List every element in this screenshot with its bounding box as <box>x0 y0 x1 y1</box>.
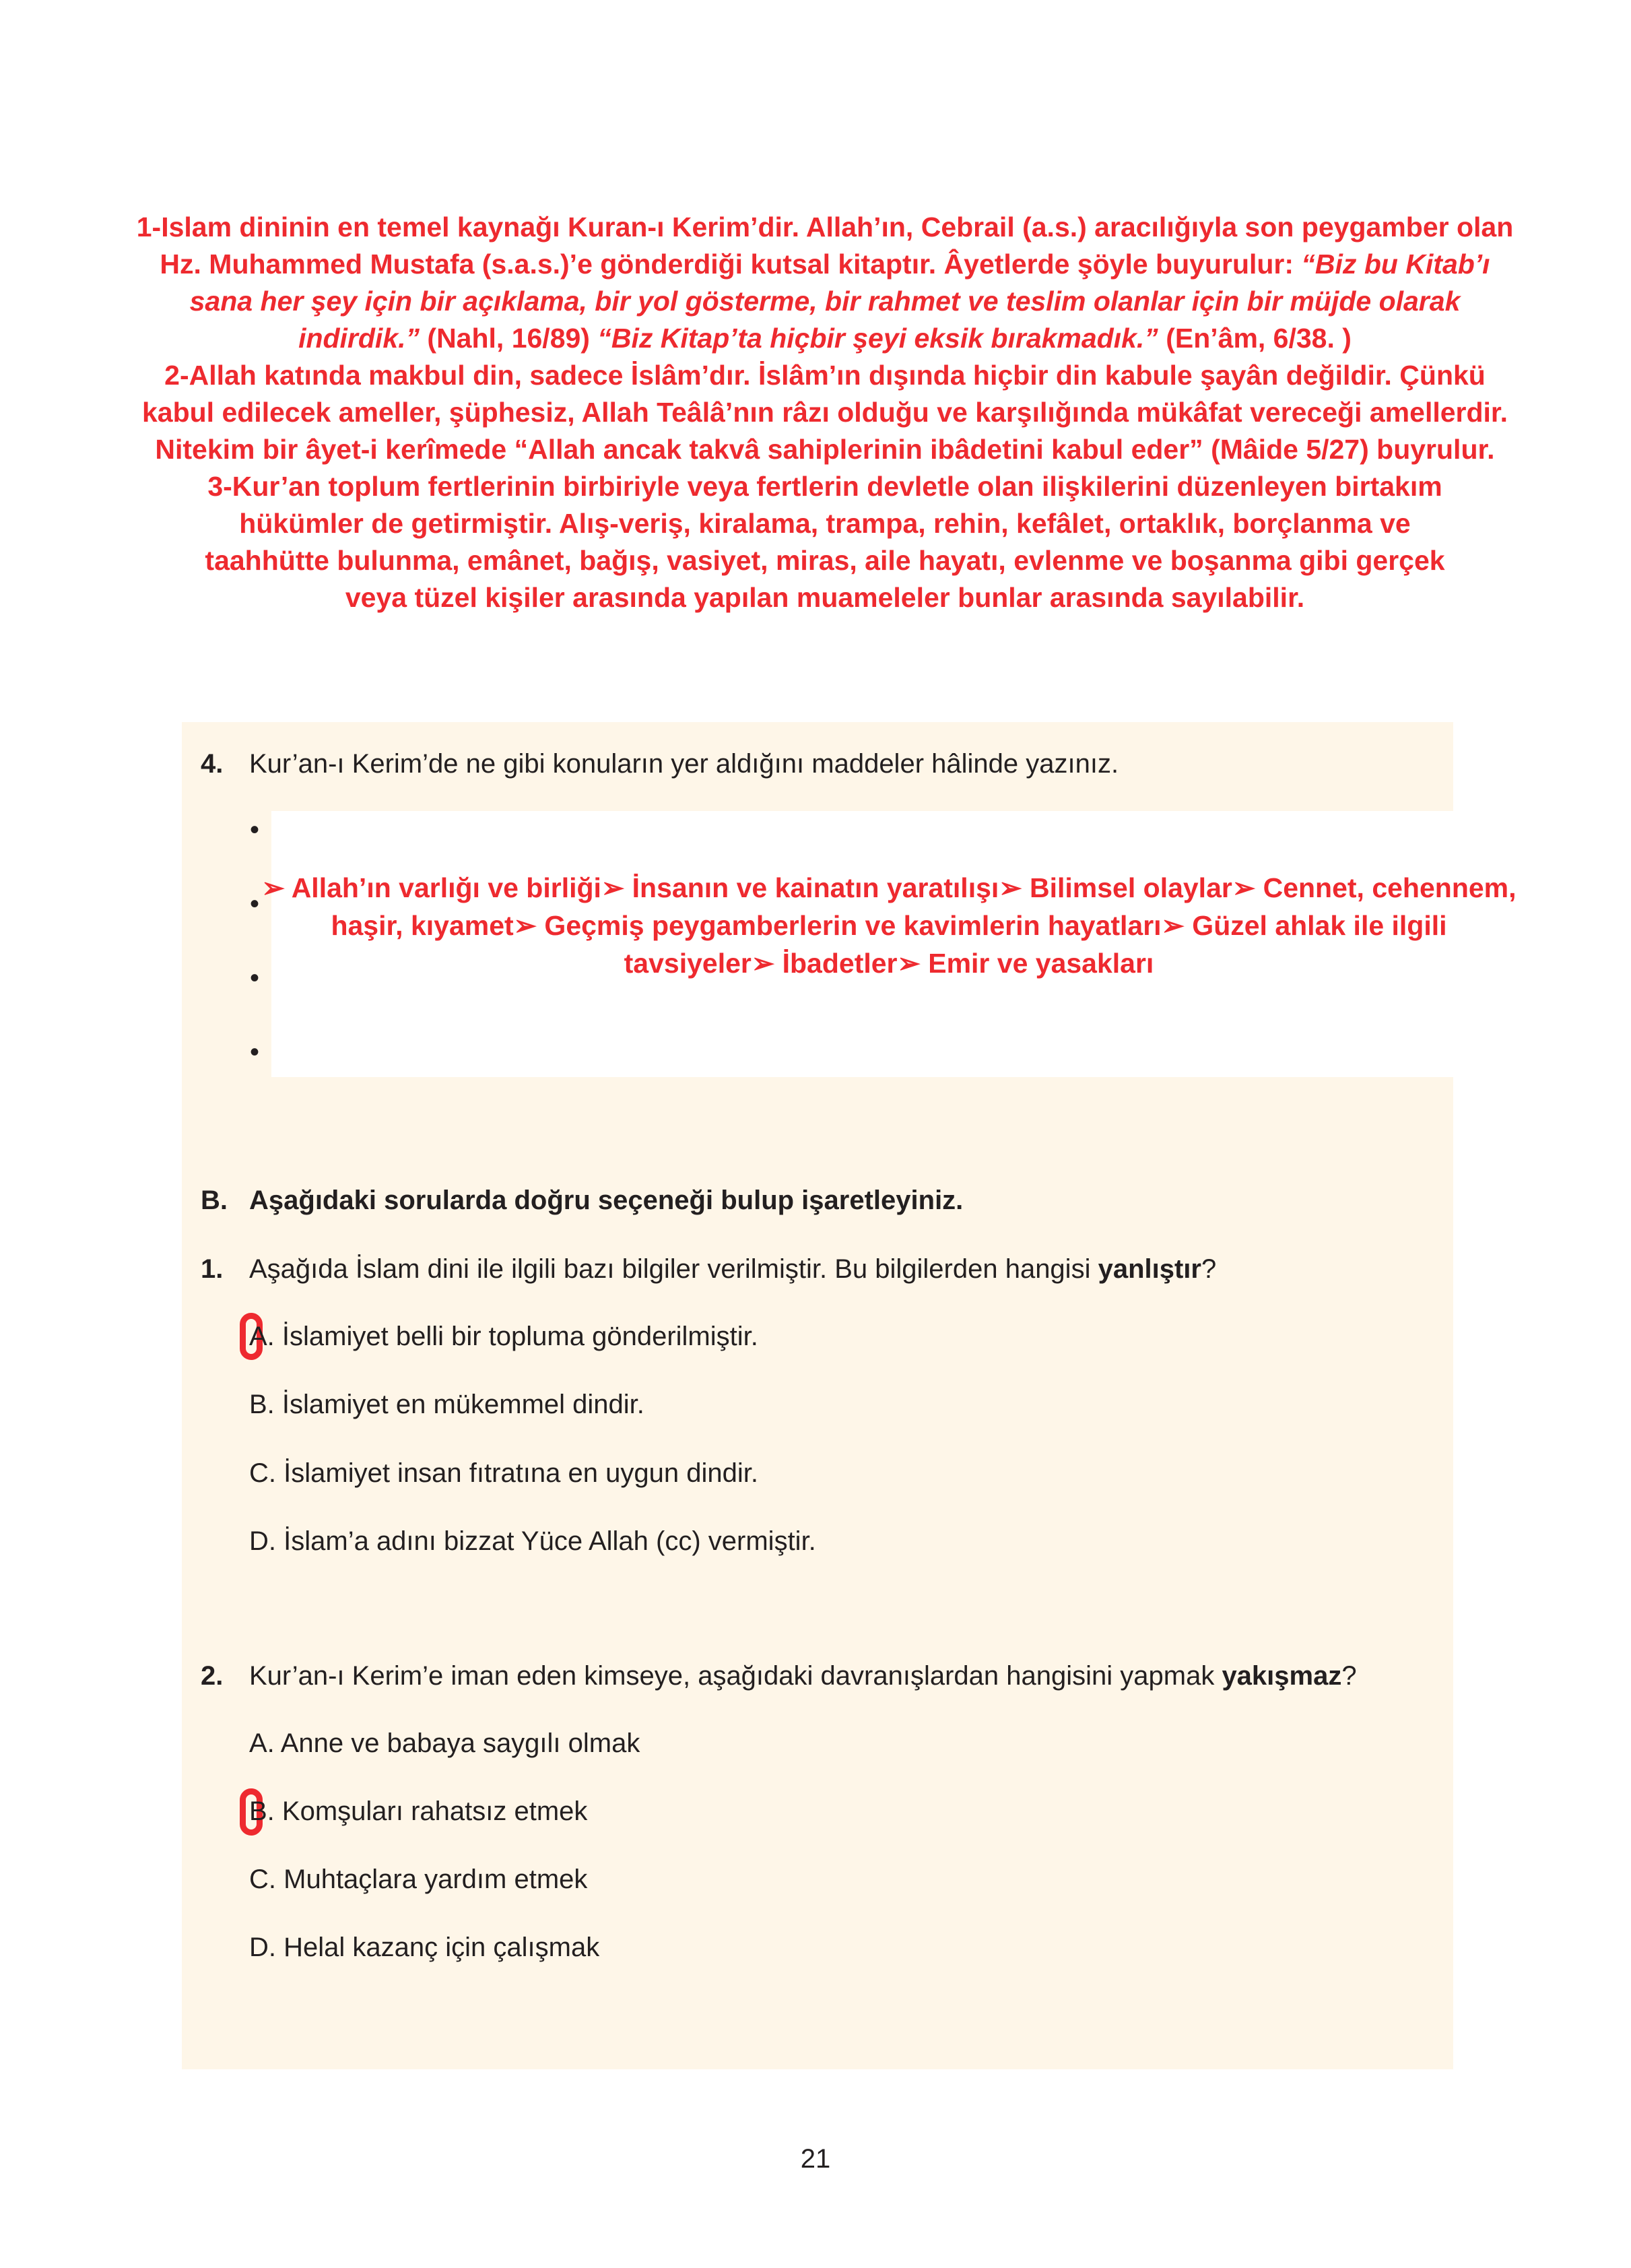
option-letter: B. <box>249 1390 275 1419</box>
answer-1-quote-a: “Biz bu Kitab’ı sana her şey için bir açıklama, bir yol gösterme, bir rahmet ve teslim olanlar için bir müjde olarak indirdik.” <box>189 249 1490 354</box>
answer-2: 2-Allah katında makbul din, sadece İslâm’dır. İslâm’ın dışında hiçbir din kabule şayân değildir. Çünkü kabul edilecek ameller, şüphesiz, Allah Teâlâ’nın râzı olduğu ve karşılığında mükâfat vereceği amellerdir. Nitekim bir âyet-i kerîmede “Allah ancak takvâ sahiplerinin ibâdetini kabul eder” (Mâide 5/27) buyrulur. <box>141 360 1508 465</box>
question-mark: ? <box>1341 1661 1357 1691</box>
option-letter: C. <box>249 1865 276 1894</box>
option-a[interactable] <box>249 1728 640 1759</box>
mc-question-1 <box>201 1254 1216 1285</box>
question-number: 1. <box>201 1254 224 1284</box>
option-letter: B. <box>249 1796 275 1826</box>
answer-1 <box>135 209 1515 357</box>
question-mark: ? <box>1201 1254 1217 1284</box>
mc-question-2 <box>201 1661 1357 1691</box>
bullet-icon: • <box>250 889 260 919</box>
option-text: Helal kazanç için çalışmak <box>284 1933 600 1962</box>
question-emphasis: yanlıştır <box>1098 1254 1201 1284</box>
option-b[interactable] <box>249 1390 644 1420</box>
handwritten-answers-block <box>135 209 1515 616</box>
option-c[interactable] <box>249 1458 758 1489</box>
option-text: İslamiyet belli bir topluma gönderilmiştir. <box>281 1322 758 1351</box>
answer-1-ref-b: (En’âm, 6/38. ) <box>1158 323 1352 354</box>
option-letter: A. <box>249 1728 275 1758</box>
option-text: İslam’a adını bizzat Yüce Allah (cc) vermiştir. <box>284 1526 816 1556</box>
option-text: İslamiyet en mükemmel dindir. <box>281 1390 644 1419</box>
bullet-icon: • <box>250 963 260 993</box>
answer-1-quote-b: “Biz Kitap’ta hiçbir şeyi eksik bırakmadık.” <box>597 323 1158 354</box>
question-4-answer: ➢ Allah’ın varlığı ve birliği➢ İnsanın ve kainatın yaratılışı➢ Bilimsel olaylar➢ Cennet, cehennem, haşir, kıyamet➢ Geçmiş peygamberlerin ve kavimlerin hayatları➢ Güzel ahlak ile ilgili tavsiyeler➢ İbadetler➢ Emir ve yasakları <box>261 872 1517 979</box>
option-letter: A. <box>249 1322 275 1351</box>
section-label: B. <box>201 1186 228 1215</box>
section-b-heading <box>201 1186 963 1216</box>
question-emphasis: yakışmaz <box>1222 1661 1342 1691</box>
question-number: 2. <box>201 1661 224 1691</box>
page-number: 21 <box>800 2144 831 2174</box>
option-text: İslamiyet insan fıtratına en uygun dindir. <box>284 1458 758 1488</box>
option-letter: D. <box>249 1526 276 1556</box>
option-text: Komşuları rahatsız etmek <box>281 1796 588 1826</box>
option-text: Muhtaçlara yardım etmek <box>284 1865 588 1894</box>
option-d[interactable] <box>249 1933 599 1963</box>
answer-1-text: 1-Islam dininin en temel kaynağı Kuran-ı Kerim’dir. Allah’ın, Cebrail (a.s.) aracılığıyla son peygamber olan Hz. Muhammed Mustafa (s.a.s.)’e gönderdiği kutsal kitaptır. Âyetlerde şöyle buyurulur: <box>136 212 1514 280</box>
option-text: Anne ve babaya saygılı olmak <box>280 1728 640 1758</box>
question-text: Kur’an-ı Kerim’de ne gibi konuların yer aldığını maddeler hâlinde yazınız. <box>249 749 1119 779</box>
option-letter: C. <box>249 1458 276 1488</box>
option-b[interactable] <box>249 1796 587 1827</box>
option-a[interactable] <box>249 1322 758 1352</box>
bullet-icon: • <box>250 1037 260 1067</box>
option-letter: D. <box>249 1933 276 1962</box>
question-text: Kur’an-ı Kerim’e iman eden kimseye, aşağıdaki davranışlardan hangisini yapmak <box>249 1661 1222 1691</box>
question-4 <box>201 749 1119 779</box>
section-title: Aşağıdaki sorularda doğru seçeneği bulup işaretleyiniz. <box>249 1186 964 1215</box>
answer-1-ref-a: (Nahl, 16/89) <box>420 323 598 354</box>
option-c[interactable] <box>249 1865 587 1895</box>
question-number: 4. <box>201 749 224 779</box>
answer-3: 3-Kur’an toplum fertlerinin birbiriyle veya fertlerin devletle olan ilişkilerini düzenleyen birtakım hükümler de getirmiştir. Alış-veriş, kiralama, trampa, rehin, kefâlet, ortaklık, borçlanma ve taahhütte bulunma, emânet, bağış, vasiyet, miras, aile hayatı, evlenme ve boşanma gibi gerçek veya tüzel kişiler arasında yapılan muameleler bunlar arasında sayılabilir. <box>205 471 1445 613</box>
question-text: Aşağıda İslam dini ile ilgili bazı bilgiler verilmiştir. Bu bilgilerden hangisi <box>249 1254 1098 1284</box>
bullet-icon: • <box>250 815 260 845</box>
option-d[interactable] <box>249 1526 816 1557</box>
